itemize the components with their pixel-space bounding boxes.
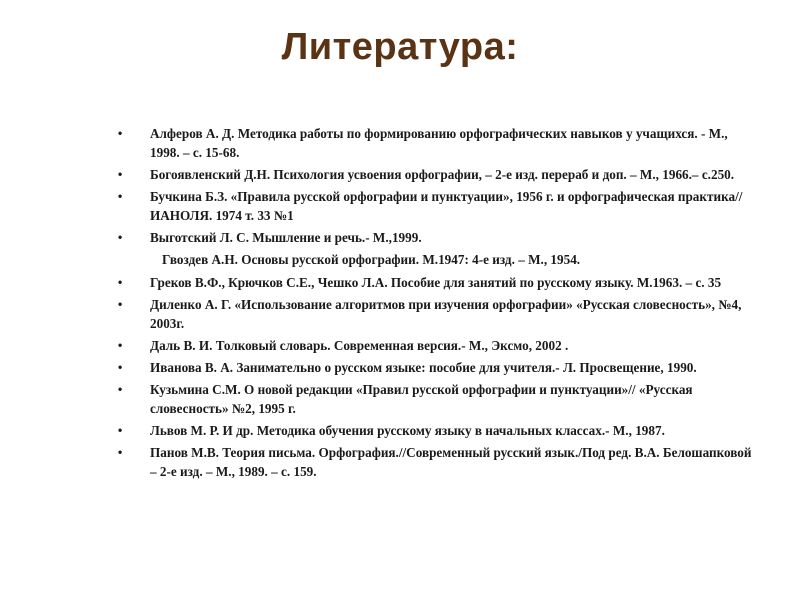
bullet-icon: • — [118, 126, 123, 140]
bullet-icon: • — [118, 338, 123, 352]
bullet-icon: • — [118, 167, 123, 181]
reference-item — [118, 250, 758, 269]
reference-list — [118, 124, 758, 484]
reference-text: Богоявленский Д.Н. Психология усвоения орфографии, – 2-е изд. перераб и доп. – М., 1966.– с.250. — [150, 167, 735, 182]
bullet-icon: • — [118, 423, 123, 437]
slide-title: Литература: — [281, 26, 519, 68]
reference-text: Кузьмина С.М. О новой редакции «Правил русской орфографии и пунктуации»// «Русская словесность» №2, 1995 г. — [150, 382, 693, 416]
reference-item — [118, 273, 758, 292]
reference-item — [118, 228, 758, 247]
bullet-icon: • — [118, 230, 123, 244]
reference-text: Панов М.В. Теория письма. Орфография.//Современный русский язык./Под ред. В.А. Белошапковой – 2-е изд. – М., 1989. – с. 159. — [150, 445, 752, 479]
bullet-icon: • — [118, 189, 123, 203]
bullet-icon: • — [118, 297, 123, 311]
reference-text: Львов М. Р. И др. Методика обучения русскому языку в начальных классах.- М., 1987. — [150, 423, 665, 438]
bullet-icon: • — [118, 275, 123, 289]
reference-text: Алферов А. Д. Методика работы по формированию орфографических навыков у учащихся. - М., 1998. – с. 15-68. — [150, 126, 728, 160]
bullet-icon: • — [118, 360, 123, 374]
reference-item — [118, 358, 758, 377]
reference-item — [118, 124, 758, 162]
reference-text: Иванова В. А. Занимательно о русском языке: пособие для учителя.- Л. Просвещение, 1990. — [150, 360, 697, 375]
reference-text: Выготский Л. С. Мышление и речь.- М.,1999. — [150, 230, 422, 245]
reference-item — [118, 443, 758, 481]
reference-item — [118, 187, 758, 225]
reference-text: Греков В.Ф., Крючков С.Е., Чешко Л.А. Пособие для занятий по русскому языку. М.1963. – с. 35 — [150, 275, 722, 290]
reference-text: Диленко А. Г. «Использование алгоритмов при изучения орфографии» «Русская словесность», №4, 2003г. — [150, 297, 742, 331]
reference-item — [118, 421, 758, 440]
reference-item — [118, 165, 758, 184]
reference-text: Бучкина Б.З. «Правила русской орфографии и пунктуации», 1956 г. и орфографическая практика//ИАНОЛЯ. 1974 т. 33 №1 — [150, 189, 743, 223]
reference-text: Гвоздев А.Н. Основы русской орфографии. М.1947: 4-е изд. – М., 1954. — [162, 252, 581, 267]
reference-item — [118, 380, 758, 418]
reference-item — [118, 336, 758, 355]
bullet-icon: • — [118, 445, 123, 459]
reference-text: Даль В. И. Толковый словарь. Современная версия.- М., Эксмо, 2002 . — [150, 338, 569, 353]
bullet-icon: • — [118, 382, 123, 396]
reference-item — [118, 295, 758, 333]
